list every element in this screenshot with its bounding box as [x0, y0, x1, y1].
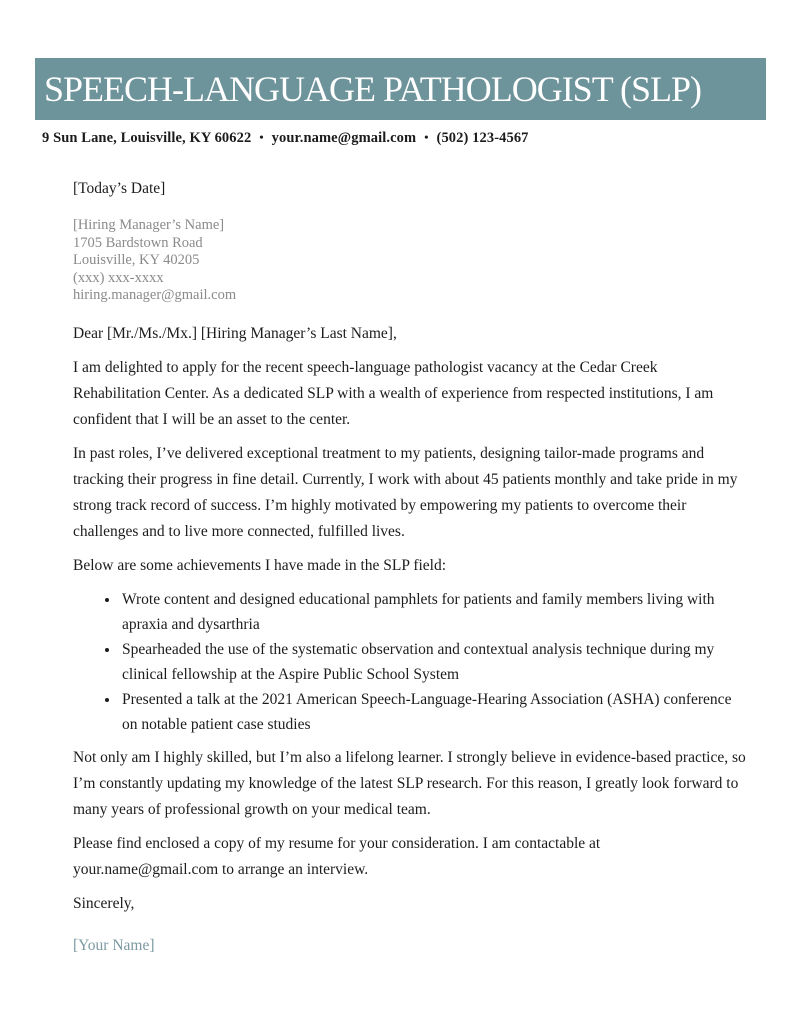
body-paragraph: In past roles, I’ve delivered exceptional treatment to my patients, designing tailor-made programs and tracking their progress in fine detail. Currently, I work with about 45 patients monthly and take pride in my strong track record of success. I’m highly motivated by empowering my patients to overcome their challenges and to live more connected, fulfilled lives.	[73, 444, 738, 540]
recipient-phone: (xxx) xxx-xxxx	[73, 269, 164, 286]
recipient-block	[73, 217, 747, 305]
contact-phone: (502) 123-4567	[436, 130, 529, 146]
dot-separator: •	[259, 130, 264, 144]
contact-line	[42, 130, 529, 147]
dot-separator: •	[424, 130, 429, 144]
achievement-item: • Spearheaded the use of the systematic observation and contextual analysis technique during my clinical fellowship at the Aspire Public School System	[120, 637, 747, 687]
sign-off: Sincerely,	[73, 894, 135, 912]
contact-email: your.name@gmail.com	[271, 130, 417, 146]
letter-date: [Today’s Date]	[73, 180, 166, 197]
salutation: Dear [Mr./Ms./Mx.] [Hiring Manager’s Last Name],	[73, 324, 397, 342]
achievement-item: • Wrote content and designed educational pamphlets for patients and family members living with apraxia and dysarthria	[120, 587, 747, 637]
contact-address: 9 Sun Lane, Louisville, KY 60622	[42, 130, 252, 146]
body-paragraph: Below are some achievements I have made in the SLP field:	[73, 556, 447, 574]
letter-body	[73, 176, 747, 967]
body-paragraph: Not only am I highly skilled, but I’m also a lifelong learner. I strongly believe in evidence-based practice, so I’m constantly updating my knowledge of the latest SLP research. For this reason, I greatly look forward to many years of professional growth on your medical team.	[73, 748, 746, 818]
page-title: SPEECH-LANGUAGE PATHOLOGIST (SLP)	[44, 69, 702, 109]
recipient-email: hiring.manager@gmail.com	[73, 287, 237, 303]
achievement-item: • Presented a talk at the 2021 American Speech-Language-Hearing Association (ASHA) conference on notable patient case studies	[120, 687, 747, 737]
body-paragraph: I am delighted to apply for the recent speech-language pathologist vacancy at the Cedar Creek Rehabilitation Center. As a dedicated SLP with a wealth of experience from respected institutions, I am confident that I will be an asset to the center.	[73, 358, 714, 428]
recipient-street: 1705 Bardstown Road	[73, 234, 203, 251]
body-paragraph: Please find enclosed a copy of my resume for your consideration. I am contactable at your.name@gmail.com to arrange an interview.	[73, 834, 601, 878]
signature-name: [Your Name]	[73, 936, 155, 954]
recipient-name: [Hiring Manager’s Name]	[73, 217, 225, 233]
header-band	[35, 58, 766, 120]
achievements-list	[73, 587, 747, 737]
recipient-city: Louisville, KY 40205	[73, 252, 200, 268]
